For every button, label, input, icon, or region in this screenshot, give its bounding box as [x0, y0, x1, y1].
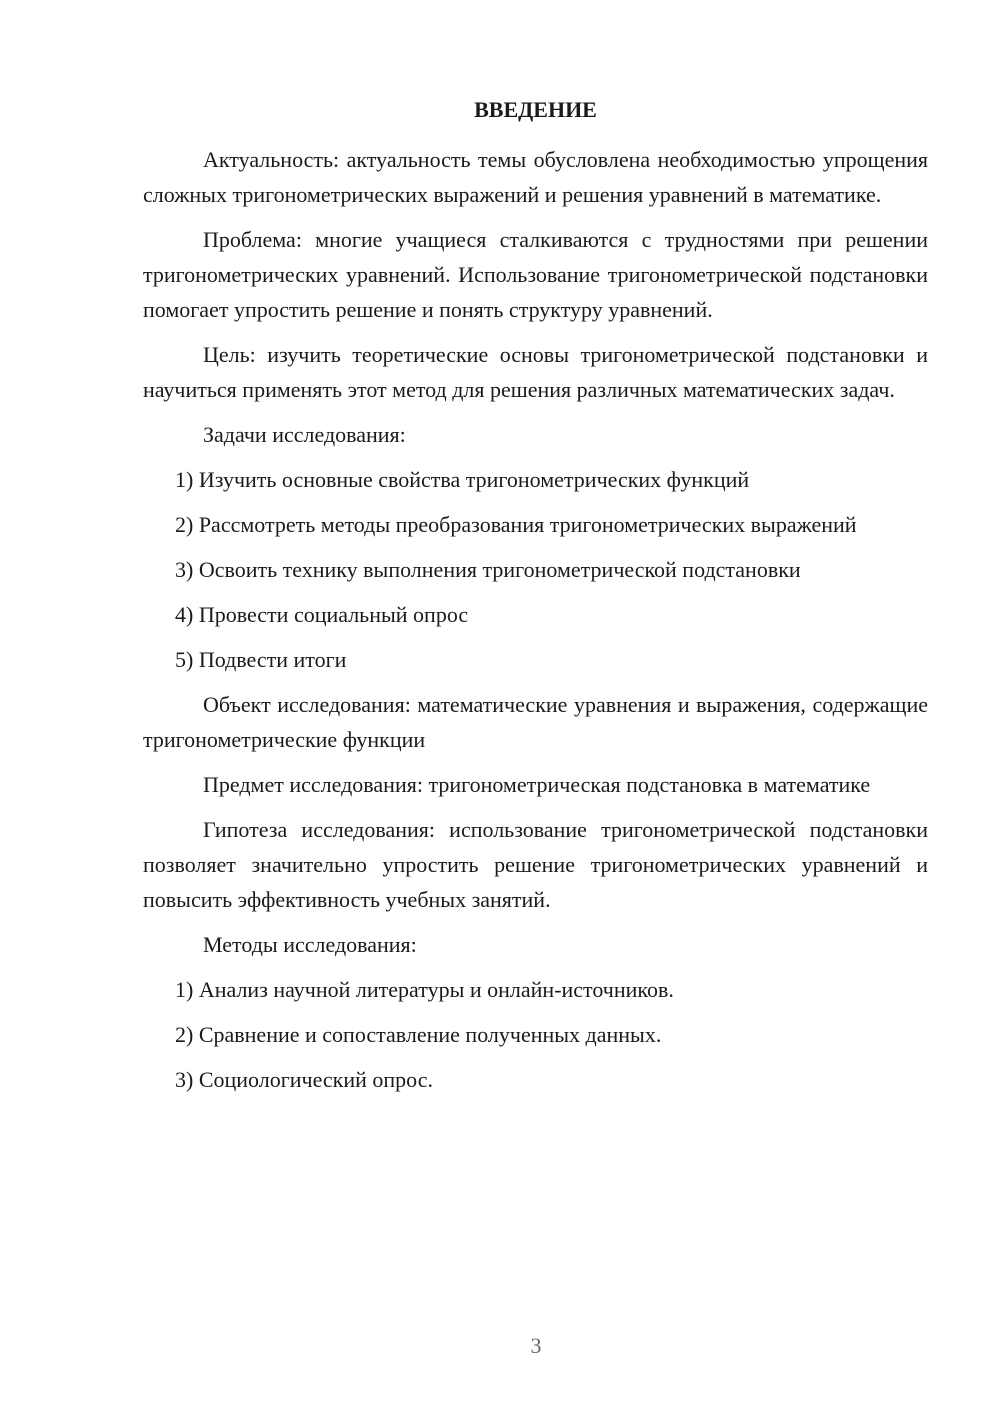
page-content — [143, 96, 928, 1107]
paragraph-object: Объект исследования: математические уравнения и выражения, содержащие тригонометрические функции — [143, 692, 928, 752]
method-item-2: 2) Сравнение и сопоставление полученных данных. — [175, 1022, 662, 1047]
methods-heading: Методы исследования: — [203, 932, 417, 957]
method-item-3: 3) Социологический опрос. — [175, 1067, 433, 1092]
tasks-heading: Задачи исследования: — [203, 422, 406, 447]
task-item-1: 1) Изучить основные свойства тригонометрических функций — [175, 467, 750, 492]
paragraph-hypothesis: Гипотеза исследования: использование тригонометрической подстановки позволяет значительно упростить решение тригонометрических уравнений и повысить эффективность учебных занятий. — [143, 817, 928, 912]
task-item-3: 3) Освоить технику выполнения тригонометрической подстановки — [175, 557, 801, 582]
method-item-1: 1) Анализ научной литературы и онлайн-источников. — [175, 977, 674, 1002]
paragraph-goal: Цель: изучить теоретические основы тригонометрической подстановки и научиться применять этот метод для решения различных математических задач. — [143, 342, 928, 402]
paragraph-relevance: Актуальность: актуальность темы обусловлена необходимостью упрощения сложных тригонометрических выражений и решения уравнений в математике. — [143, 147, 928, 207]
page-title: ВВЕДЕНИЕ — [474, 97, 597, 122]
task-item-4: 4) Провести социальный опрос — [175, 602, 469, 627]
page-number: 3 — [530, 1333, 542, 1358]
paragraph-subject: Предмет исследования: тригонометрическая подстановка в математике — [203, 772, 871, 797]
paragraph-problem: Проблема: многие учащиеся сталкиваются с трудностями при решении тригонометрических уравнений. Использование тригонометрической подстановки помогает упростить решение и понять структуру уравнений. — [143, 227, 928, 322]
task-item-2: 2) Рассмотреть методы преобразования тригонометрических выражений — [175, 512, 857, 537]
task-item-5: 5) Подвести итоги — [175, 647, 347, 672]
